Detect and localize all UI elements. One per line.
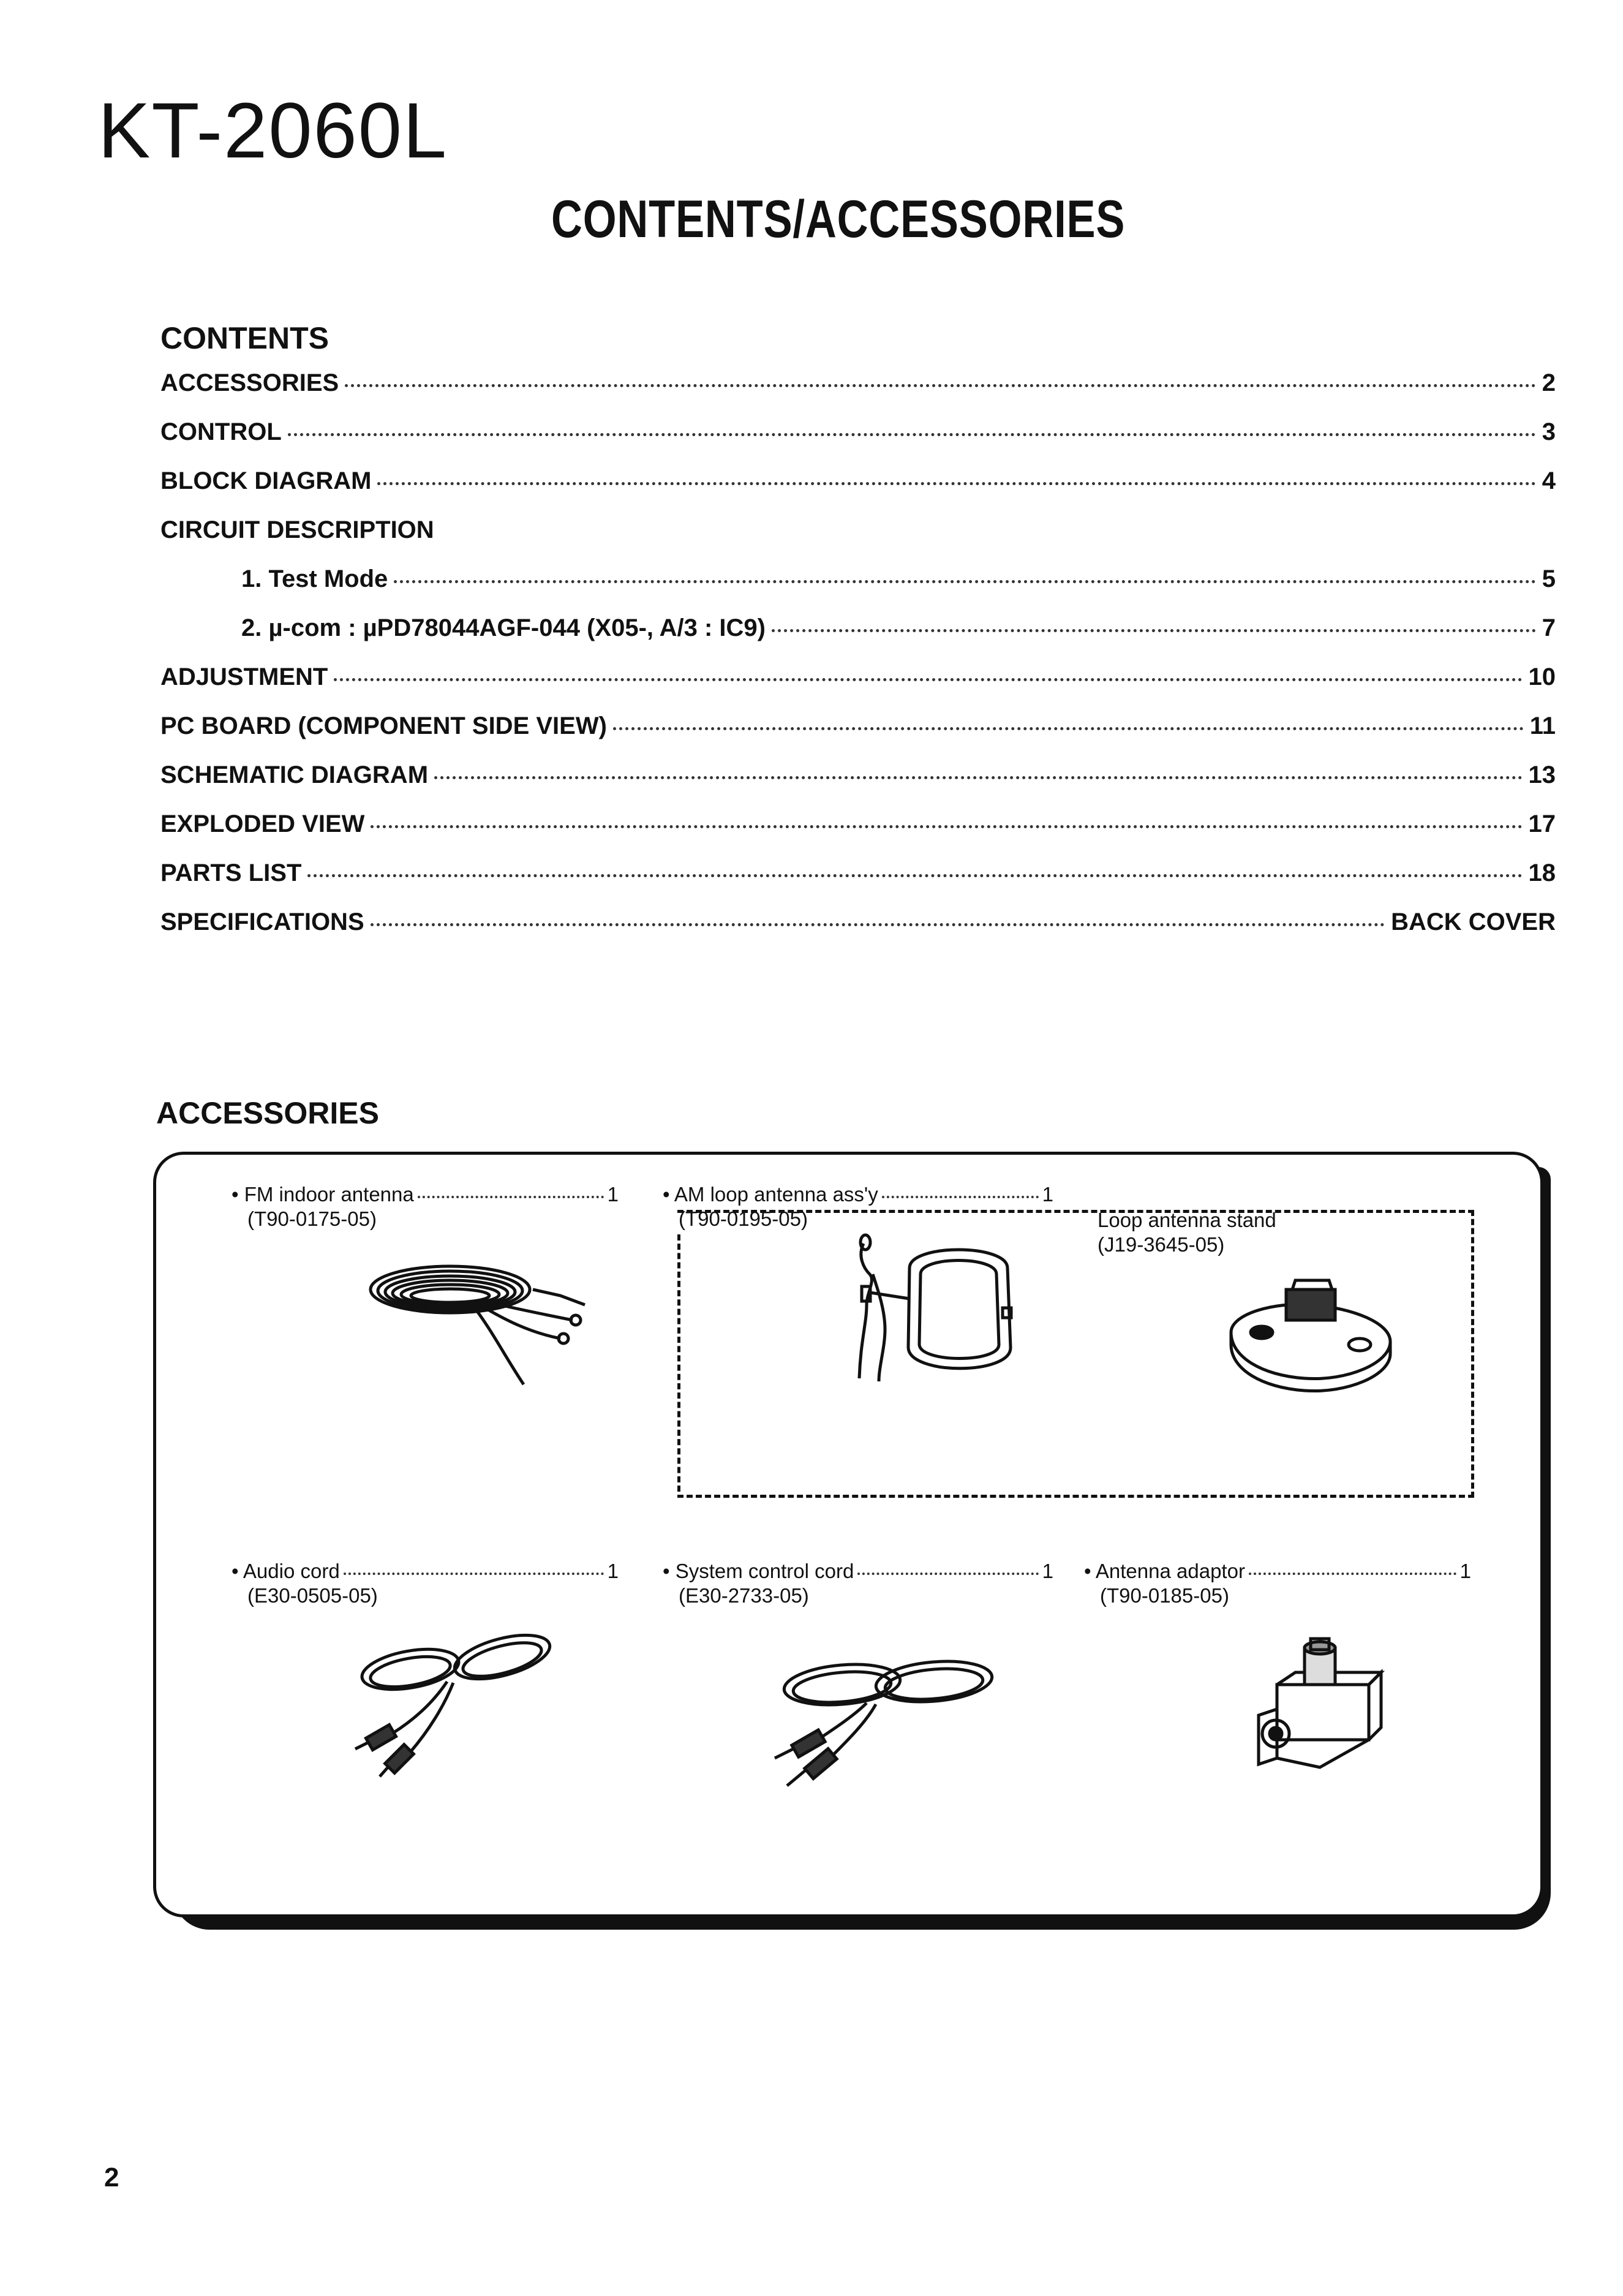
accessories-heading: ACCESSORIES <box>156 1096 379 1130</box>
page-title: CONTENTS/ACCESSORIES <box>551 190 1126 249</box>
loop-antenna-stand-icon <box>1219 1277 1403 1394</box>
toc-page: 2 <box>1542 369 1556 396</box>
toc-page: 13 <box>1528 761 1556 788</box>
toc-page: 18 <box>1528 859 1556 886</box>
accessory-audio-cord <box>232 1559 619 1609</box>
toc-entry[interactable] <box>160 420 1556 469</box>
accessory-name: Loop antenna stand <box>1098 1209 1276 1231</box>
toc-leader <box>371 825 1522 828</box>
toc-page: 4 <box>1542 467 1556 494</box>
toc-label: ADJUSTMENT <box>160 663 328 690</box>
antenna-adaptor-icon <box>1246 1636 1393 1777</box>
toc-page: BACK COVER <box>1391 908 1556 935</box>
toc-page: 10 <box>1528 663 1556 690</box>
toc-label: SCHEMATIC DIAGRAM <box>160 761 429 788</box>
audio-cord-icon <box>343 1626 563 1786</box>
toc-page: 17 <box>1528 810 1556 837</box>
toc-label: 2. µ-com : µPD78044AGF-044 (X05-, A/3 : IC9) <box>241 614 766 641</box>
toc-label: CIRCUIT DESCRIPTION <box>160 516 434 543</box>
accessory-leader <box>418 1196 604 1198</box>
toc-label: EXPLODED VIEW <box>160 810 365 837</box>
accessory-leader <box>882 1196 1039 1198</box>
accessory-part-number: (E30-0505-05) <box>247 1584 378 1607</box>
accessory-fm-antenna <box>232 1182 619 1232</box>
toc-leader <box>334 678 1522 681</box>
toc-label: PARTS LIST <box>160 859 302 886</box>
toc-page: 11 <box>1529 712 1556 739</box>
toc-entry[interactable] <box>160 714 1556 763</box>
accessory-leader <box>344 1573 604 1575</box>
toc-entry[interactable] <box>160 567 1556 616</box>
toc-entry[interactable] <box>160 371 1556 420</box>
toc-entry[interactable] <box>160 763 1556 812</box>
accessory-part-number: (T90-0175-05) <box>247 1207 377 1231</box>
accessory-name: • System control cord <box>663 1560 854 1582</box>
toc-entry[interactable] <box>160 469 1556 518</box>
loop-antenna-stand-group-left-edge <box>677 1234 680 1492</box>
toc-entry[interactable] <box>160 616 1556 665</box>
accessory-name: • Audio cord <box>232 1560 340 1582</box>
accessory-name: • FM indoor antenna <box>232 1183 414 1206</box>
contents-heading: CONTENTS <box>160 321 329 355</box>
toc-label: BLOCK DIAGRAM <box>160 467 372 494</box>
accessory-antenna-adaptor <box>1084 1559 1471 1609</box>
toc-leader <box>345 384 1536 387</box>
toc-leader <box>307 874 1522 877</box>
toc-leader <box>371 923 1385 926</box>
accessory-qty: 1 <box>607 1183 619 1206</box>
system-control-cord-icon <box>769 1648 1001 1789</box>
toc-label: SPECIFICATIONS <box>160 908 364 935</box>
toc-label: 1. Test Mode <box>241 565 388 592</box>
accessory-part-number: (J19-3645-05) <box>1098 1233 1225 1256</box>
toc-leader <box>772 629 1536 632</box>
toc-leader <box>288 433 1536 436</box>
accessory-leader <box>1249 1573 1456 1575</box>
toc-leader <box>613 727 1524 730</box>
page-number: 2 <box>104 2162 119 2192</box>
accessory-part-number: (E30-2733-05) <box>679 1584 809 1607</box>
toc-label: PC BOARD (COMPONENT SIDE VIEW) <box>160 712 607 739</box>
toc-leader <box>394 580 1535 583</box>
fm-antenna-icon <box>358 1247 603 1394</box>
accessory-qty: 1 <box>607 1560 619 1582</box>
toc-page: 5 <box>1542 565 1556 592</box>
toc-label: ACCESSORIES <box>160 369 339 396</box>
toc-leader <box>377 482 1535 485</box>
toc-entry[interactable] <box>160 812 1556 861</box>
toc-entry[interactable] <box>160 861 1556 910</box>
toc-page: 7 <box>1542 614 1556 641</box>
toc-entry[interactable] <box>160 665 1556 714</box>
toc-page: 3 <box>1542 418 1556 445</box>
accessory-part-number: (T90-0195-05) <box>679 1207 808 1231</box>
model-number: KT-2060L <box>98 87 448 175</box>
accessory-qty: 1 <box>1042 1560 1053 1582</box>
toc-entry[interactable] <box>160 910 1556 959</box>
accessory-leader <box>857 1573 1038 1575</box>
accessory-name: • Antenna adaptor <box>1084 1560 1245 1582</box>
accessory-qty: 1 <box>1042 1183 1053 1206</box>
accessory-loop-antenna-stand <box>1098 1208 1276 1258</box>
toc-entry[interactable] <box>160 518 1556 567</box>
toc-leader <box>434 776 1522 779</box>
accessory-system-control-cord <box>663 1559 1053 1609</box>
accessory-part-number: (T90-0185-05) <box>1100 1584 1229 1607</box>
accessory-qty: 1 <box>1459 1560 1471 1582</box>
table-of-contents <box>160 371 1556 959</box>
toc-label: CONTROL <box>160 418 282 445</box>
accessory-name: • AM loop antenna ass'y <box>663 1183 878 1206</box>
